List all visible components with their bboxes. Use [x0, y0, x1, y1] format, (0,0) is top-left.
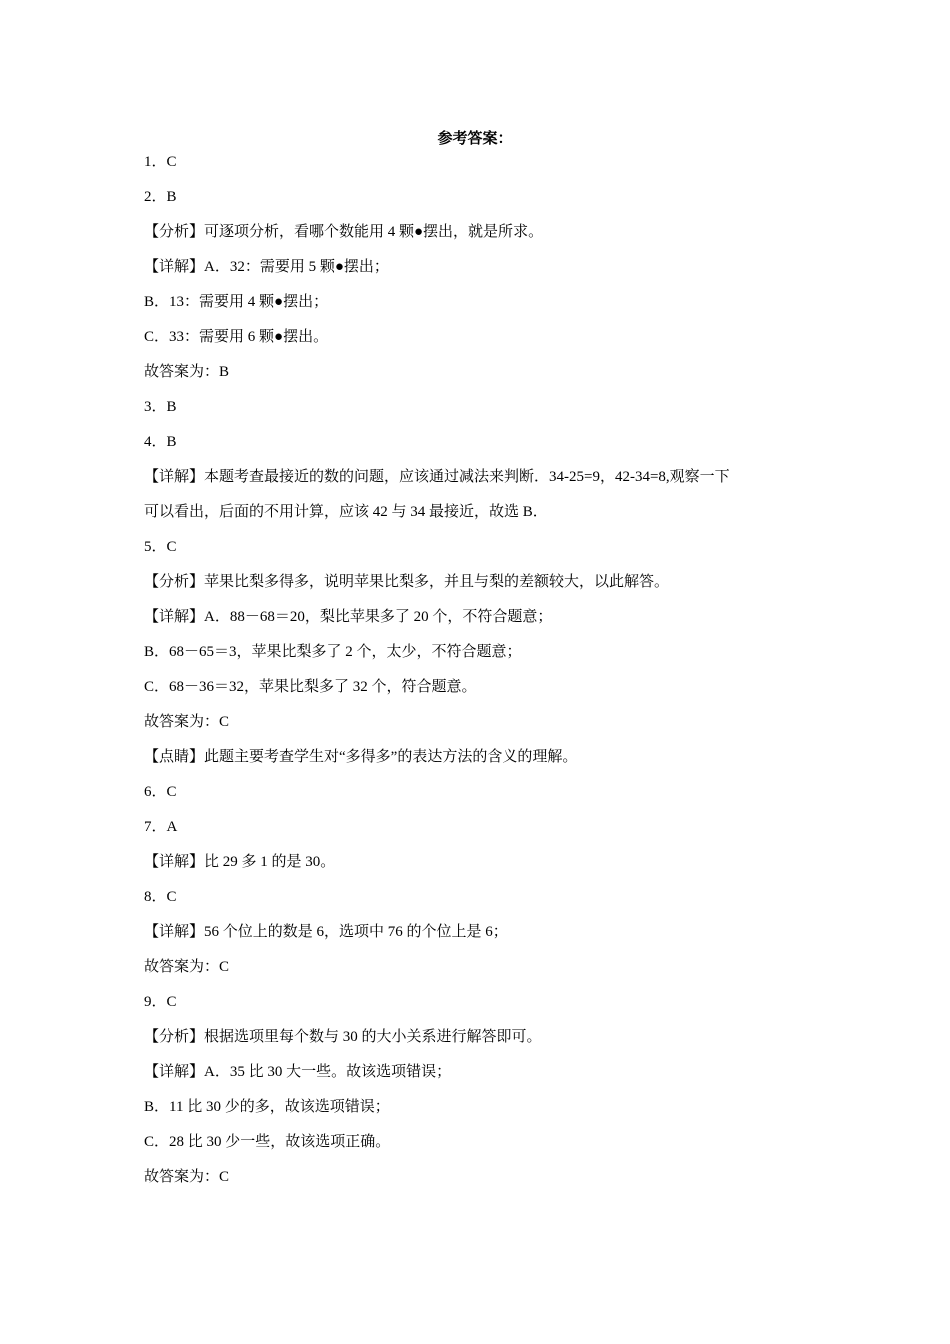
- answer-line: 【详解】56 个位上的数是 6，选项中 76 的个位上是 6；: [144, 924, 508, 940]
- answer-line: 7．A: [144, 819, 178, 835]
- answer-line: C．28 比 30 少一些，故该选项正确。: [144, 1134, 391, 1150]
- answer-line: 故答案为：B: [144, 364, 230, 380]
- answer-line: 【分析】可逐项分析，看哪个数能用 4 颗●摆出，就是所求。: [144, 224, 544, 240]
- answer-line: B．11 比 30 少的多，故该选项错误；: [144, 1099, 390, 1115]
- answer-line: 3．B: [144, 399, 177, 415]
- answer-line: 【分析】根据选项里每个数与 30 的大小关系进行解答即可。: [144, 1029, 542, 1045]
- answer-line: 6．C: [144, 784, 177, 800]
- answer-line: 8．C: [144, 889, 177, 905]
- answer-line: B．68－65＝3，苹果比梨多了 2 个，太少，不符合题意；: [144, 644, 522, 660]
- answer-line: 【分析】苹果比梨多得多，说明苹果比梨多，并且与梨的差额较大，以此解答。: [144, 574, 670, 590]
- answer-line: 2．B: [144, 189, 177, 205]
- answer-line: 5．C: [144, 539, 177, 555]
- answer-line: B．13：需要用 4 颗●摆出；: [144, 294, 329, 310]
- answer-list: [144, 150, 824, 1200]
- answer-line: 9．C: [144, 994, 177, 1010]
- answer-line: 【详解】A．35 比 30 大一些。故该选项错误；: [144, 1064, 452, 1080]
- answer-line: 【点睛】此题主要考查学生对“多得多”的表达方法的含义的理解。: [144, 749, 578, 765]
- answer-line: 【详解】A．32：需要用 5 颗●摆出；: [144, 259, 389, 275]
- answer-line: 可以看出，后面的不用计算，应该 42 与 34 最接近，故选 B．: [144, 504, 548, 520]
- answer-line: 【详解】A．88－68＝20，梨比苹果多了 20 个，不符合题意；: [144, 609, 553, 625]
- answer-line: C．68－36＝32，苹果比梨多了 32 个，符合题意。: [144, 679, 477, 695]
- answer-line: 故答案为：C: [144, 714, 230, 730]
- answer-line: 故答案为：C: [144, 1169, 230, 1185]
- answer-line: 【详解】比 29 多 1 的是 30。: [144, 854, 336, 870]
- page-title: 参考答案：: [437, 129, 513, 147]
- answer-line: 1．C: [144, 154, 177, 170]
- answer-line: 【详解】本题考查最接近的数的问题，应该通过减法来判断．34-25=9，42-34=8,观察一下: [144, 469, 730, 485]
- answer-line: 故答案为：C: [144, 959, 230, 975]
- answer-line: 4．B: [144, 434, 177, 450]
- answer-line: C．33：需要用 6 颗●摆出。: [144, 329, 329, 345]
